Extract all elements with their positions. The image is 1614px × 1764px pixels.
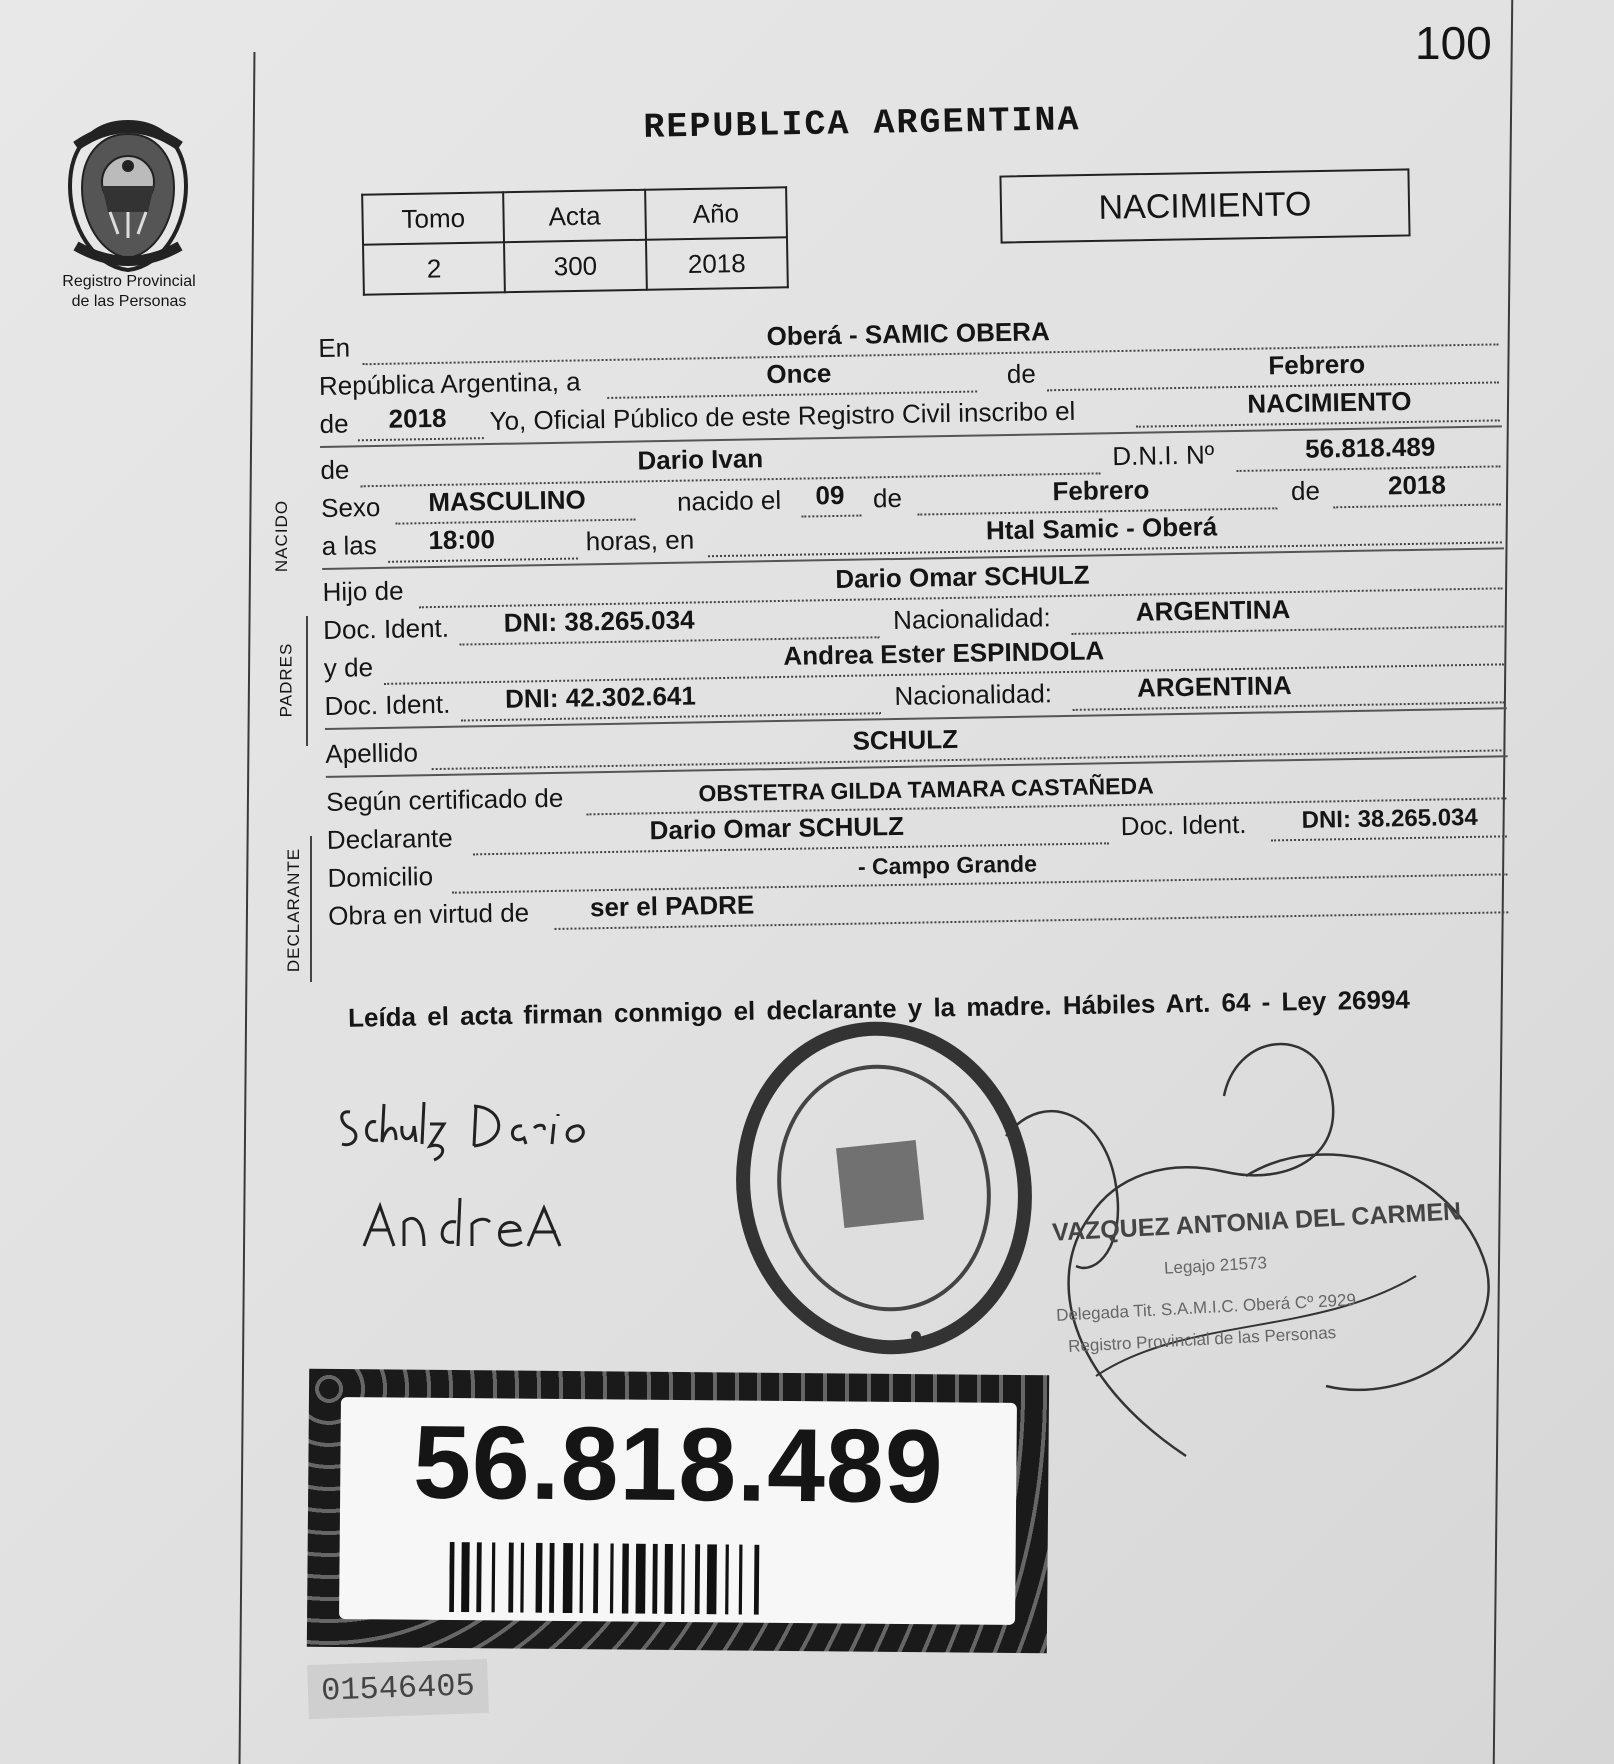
label-domicilio: Domicilio [327, 861, 434, 893]
label-declarante-doc: Doc. Ident. [1120, 808, 1247, 842]
value-year: 2018 [388, 402, 447, 434]
value-padre-doc: DNI: 38.265.034 [503, 604, 695, 638]
label-sexo: Sexo [320, 491, 381, 523]
serial-number: 01546405 [307, 1659, 489, 1719]
registry-label-line-1: Registro Provincial [62, 273, 196, 290]
label-dni: D.N.I. Nº [1112, 439, 1215, 472]
birth-record-form [318, 309, 1500, 931]
madre-signature [360, 1192, 570, 1254]
header-ano: Año [645, 187, 787, 239]
label-hijo-de: Hijo de [322, 575, 404, 607]
barcode-bar [563, 1543, 573, 1613]
label-padre-nac: Nacionalidad: [892, 602, 1051, 636]
value-madre-nac: ARGENTINA [1136, 670, 1292, 703]
value-hora: 18:00 [428, 523, 496, 556]
reference-table-header-row [362, 187, 787, 244]
label-birth-de-1: de [872, 482, 903, 514]
value-day: Once [766, 358, 832, 390]
value-madre-doc: DNI: 42.302.641 [504, 680, 697, 714]
value-apellido: SCHULZ [852, 723, 959, 756]
barcode-bar [476, 1542, 481, 1612]
value-sexo: MASCULINO [428, 484, 586, 518]
label-republica: República Argentina, a [318, 366, 581, 401]
barcode-bar [652, 1544, 657, 1614]
value-record: NACIMIENTO [1247, 385, 1412, 419]
registry-label [38, 272, 220, 312]
barcode-bar [622, 1544, 629, 1614]
barcode-bar [681, 1544, 685, 1614]
barcode-bar [508, 1543, 513, 1613]
value-padre-nac: ARGENTINA [1135, 594, 1291, 627]
value-obra: ser el PADRE [589, 889, 755, 923]
record-type-box: NACIMIENTO [999, 168, 1410, 243]
label-nacido-el: nacido el [676, 484, 782, 517]
dni-barcode [449, 1542, 900, 1616]
label-apellido: Apellido [325, 737, 419, 769]
value-ano: 2018 [646, 237, 788, 289]
barcode-bar [636, 1544, 646, 1614]
value-madre: Andrea Ester ESPINDOLA [783, 635, 1105, 671]
header-acta: Acta [503, 190, 645, 242]
value-dni: 56.818.489 [1304, 431, 1436, 464]
value-declarante-doc: DNI: 38.265.034 [1301, 803, 1478, 834]
left-margin-line [239, 52, 256, 1764]
barcode-bar [593, 1543, 598, 1613]
label-republica-de: de [1006, 358, 1037, 389]
province-seal [58, 116, 198, 276]
label-yo: Yo, Oficial Público de este Registro Civil inscribo el [489, 395, 1076, 437]
label-madre-nac: Nacionalidad: [894, 678, 1053, 711]
label-horas-en: horas, en [585, 524, 695, 557]
barcode-bar [580, 1543, 584, 1613]
closing-text: Leída el acta firman conmigo el declarante y la madre. Hábiles Art. 64 - Ley 26994 [347, 984, 1411, 1033]
label-birth-de-2: de [1290, 475, 1321, 507]
barcode-bar [707, 1544, 717, 1614]
header-tomo: Tomo [362, 192, 504, 244]
barcode-bar [449, 1542, 454, 1612]
barcode-bar [739, 1545, 743, 1615]
value-birth-month: Febrero [1052, 474, 1150, 507]
barcode-bar [725, 1544, 729, 1614]
label-certificado: Según certificado de [325, 782, 564, 817]
section-bar-padres [306, 616, 308, 746]
country-title: REPUBLICA ARGENTINA [643, 100, 1081, 148]
dni-sticker [307, 1369, 1049, 1653]
barcode-bar [549, 1543, 554, 1613]
label-en: En [318, 332, 351, 363]
label-nombre-de: de [320, 454, 350, 485]
official-role: Delegada Tit. S.A.M.I.C. Oberá Cº 2929 [1055, 1290, 1357, 1325]
barcode-bar [695, 1544, 700, 1614]
official-legajo: Legajo 21573 [1163, 1253, 1268, 1278]
page-number: 100 [1415, 17, 1492, 69]
value-declarante: Dario Omar SCHULZ [649, 810, 905, 846]
barcode-bar [610, 1543, 614, 1613]
value-nombre: Dario Ivan [637, 443, 764, 476]
value-certificado: OBSTETRA GILDA TAMARA CASTAÑEDA [698, 772, 1154, 807]
section-bar-declarante [310, 836, 312, 982]
reference-table [361, 186, 789, 295]
reference-table-value-row [363, 237, 788, 294]
declarante-signature [336, 1094, 606, 1164]
section-label-declarante: DECLARANTE [284, 847, 304, 973]
value-lugar: Htal Samic - Oberá [985, 511, 1218, 546]
label-declarante: Declarante [326, 822, 453, 855]
dni-sticker-label [339, 1397, 1017, 1625]
value-acta: 300 [504, 240, 646, 292]
value-month: Febrero [1268, 348, 1366, 381]
value-en: Oberá - SAMIC OBERA [766, 316, 1050, 352]
barcode-bar [664, 1544, 673, 1614]
official-name: VAZQUEZ ANTONIA DEL CARMEN [1051, 1197, 1462, 1247]
label-madre-doc: Doc. Ident. [324, 688, 451, 721]
label-a-las: a las [321, 530, 377, 561]
value-padre: Dario Omar SCHULZ [835, 559, 1090, 595]
label-obra: Obra en virtud de [327, 897, 530, 931]
barcode-bar [461, 1542, 470, 1612]
label-y-de: y de [323, 652, 374, 683]
label-padre-doc: Doc. Ident. [322, 612, 450, 645]
label-yo-de: de [319, 408, 349, 439]
dni-sticker-number: 56.818.489 [412, 1404, 945, 1526]
registry-label-line-2: de las Personas [71, 293, 187, 310]
barcode-bar [520, 1543, 524, 1613]
value-tomo: 2 [363, 242, 505, 294]
barcode-bar [754, 1545, 759, 1615]
value-birth-year: 2018 [1387, 469, 1447, 501]
section-label-nacido: NACIDO [272, 499, 292, 573]
value-domicilio: - Campo Grande [857, 850, 1038, 880]
value-birth-day: 09 [815, 479, 845, 511]
barcode-bar [492, 1542, 496, 1612]
section-label-padres: PADRES [276, 642, 296, 718]
official-institution: Registro Provincial de las Personas [1067, 1322, 1337, 1357]
barcode-bar [536, 1543, 543, 1613]
